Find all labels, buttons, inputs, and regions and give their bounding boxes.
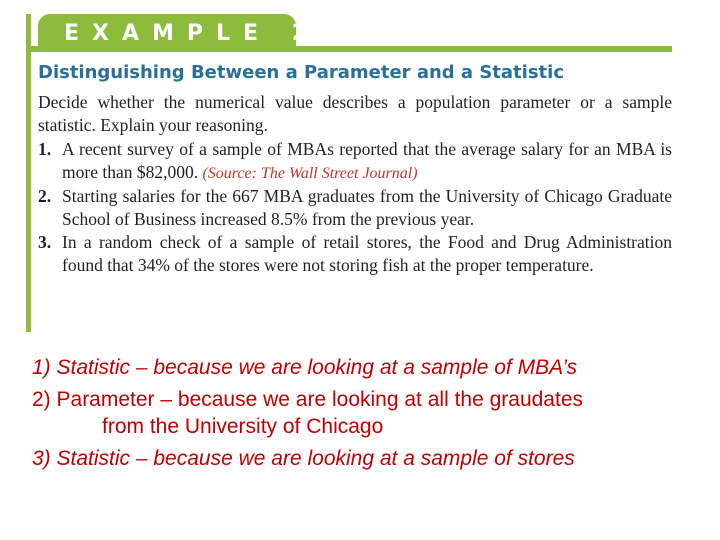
problem-number: 2. — [38, 186, 52, 206]
example-tab — [38, 14, 321, 52]
problem-number: 3. — [38, 232, 52, 252]
instructions-text: Decide whether the numerical value describes a population parameter or a sample statistic. Explain your reasoning. — [38, 92, 672, 135]
answer-1: 1) Statistic – because we are looking at a sample of MBA’s — [32, 356, 578, 379]
answer-2-line-1: 2) Parameter – because we are looking at all the graudates — [32, 388, 583, 411]
example-label: EXAMPLE 2 — [64, 21, 321, 46]
problem-item-1 — [38, 138, 672, 185]
problem-text: A recent survey of a sample of MBAs reported that the average salary for an MBA is more than $82,000. — [62, 139, 672, 182]
answer-3: 3) Statistic – because we are looking at a sample of stores — [32, 447, 575, 470]
example-title: Distinguishing Between a Parameter and a Statistic — [38, 62, 564, 83]
answer-2-line-2: from the University of Chicago — [102, 415, 384, 438]
answer-2 — [32, 386, 702, 440]
problem-list — [38, 138, 672, 277]
problem-text: In a random check of a sample of retail stores, the Food and Drug Administration found that 34% of the stores were not storing fish at the proper temperature. — [62, 232, 672, 275]
green-left-rule — [26, 14, 31, 332]
textbook-excerpt — [26, 14, 672, 332]
answer-list — [32, 354, 702, 477]
problem-item-2 — [38, 185, 672, 231]
problem-number: 1. — [38, 139, 52, 159]
problem-text: Starting salaries for the 667 MBA graduates from the University of Chicago Graduate School of Business increased 8.5% from the previous year. — [62, 186, 672, 229]
problem-item-3 — [38, 231, 672, 277]
source-citation: (Source: The Wall Street Journal) — [202, 165, 418, 182]
